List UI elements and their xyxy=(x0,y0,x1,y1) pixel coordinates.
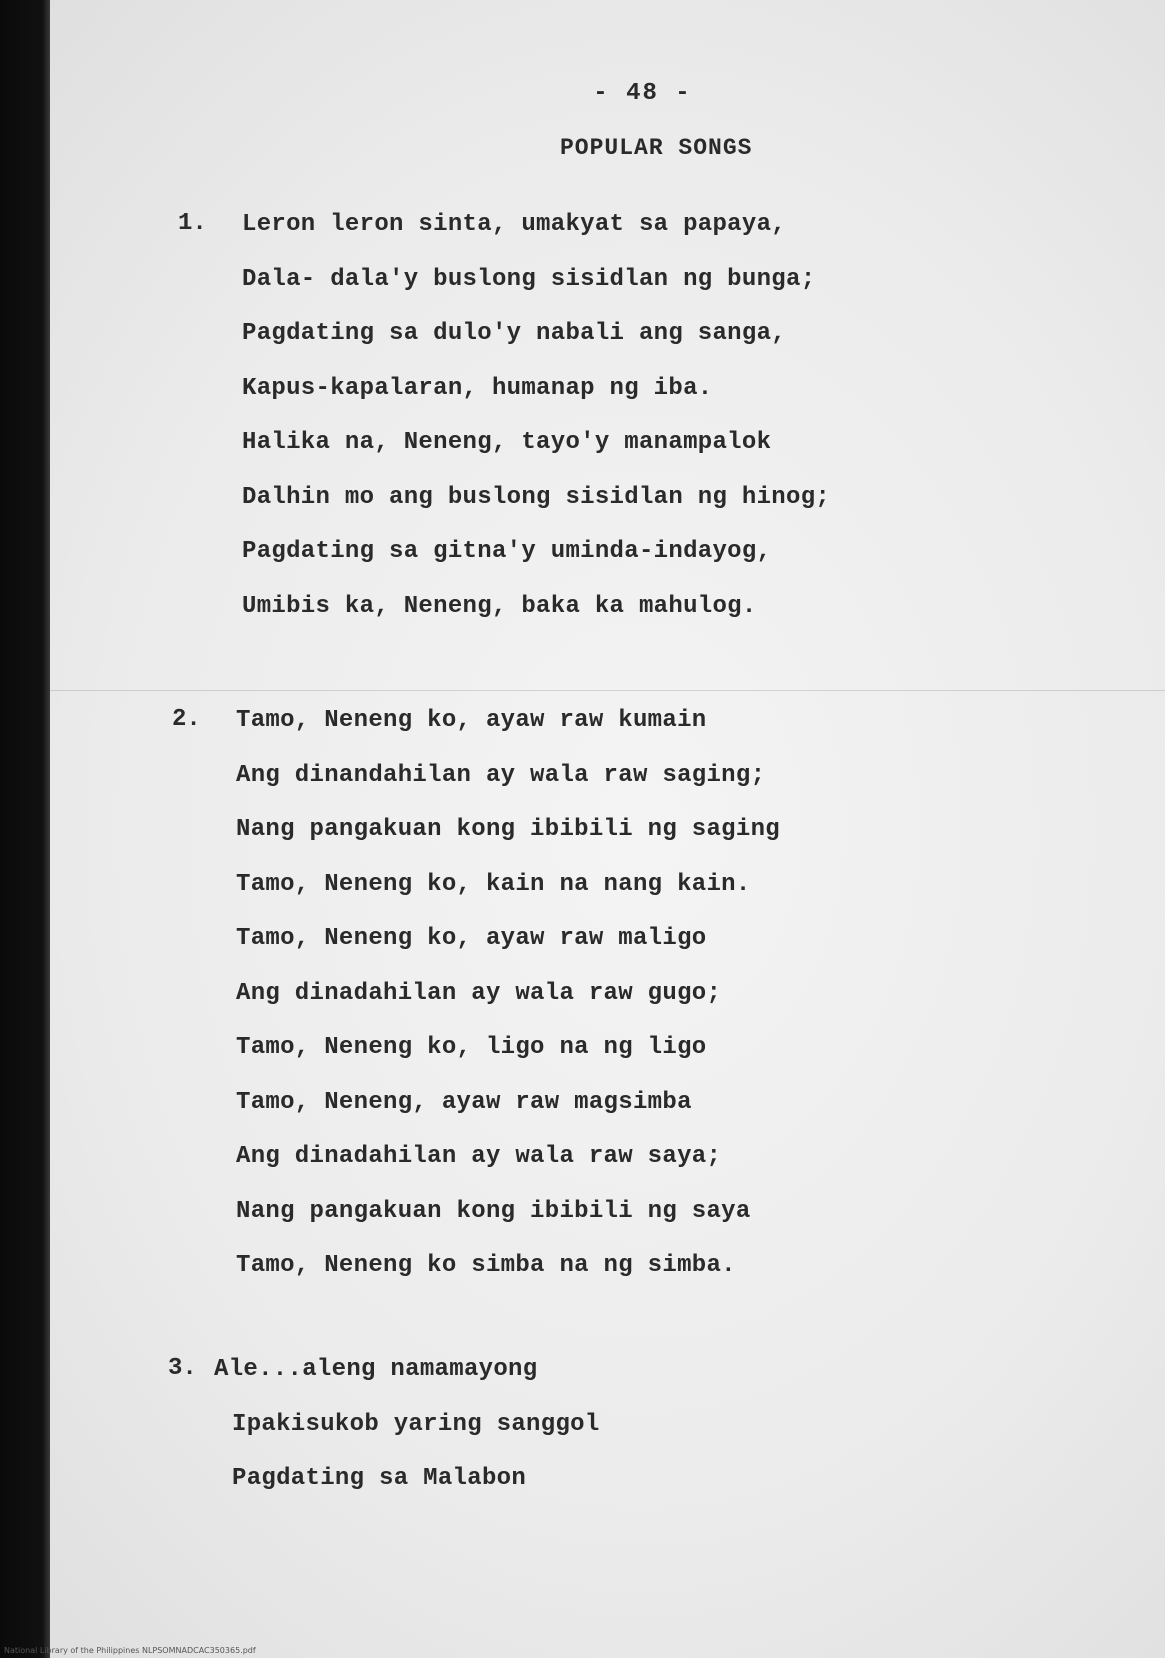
song-line: Pagdating sa dulo'y nabali ang sanga, xyxy=(242,320,786,347)
song-line: Tamo, Neneng ko, ayaw raw kumain xyxy=(236,707,707,734)
song-line: Tamo, Neneng ko, ayaw raw maligo xyxy=(236,925,707,952)
song-line: Leron leron sinta, umakyat sa papaya, xyxy=(242,211,786,238)
song-line: Umibis ka, Neneng, baka ka mahulog. xyxy=(242,592,757,620)
scan-footer-caption: National Library of the Philippines NLPSOMNADCAC350365.pdf xyxy=(4,1646,256,1655)
song-line: Tamo, Neneng, ayaw raw magsimba xyxy=(236,1088,692,1116)
page-title: POPULAR SONGS xyxy=(560,135,753,161)
scan-dark-edge xyxy=(0,0,50,1658)
song-line: Nang pangakuan kong ibibili ng saging xyxy=(236,816,780,843)
song-line: Halika na, Neneng, tayo'y manampalok xyxy=(242,429,772,456)
song-line: Kapus-kapalaran, humanap ng iba. xyxy=(242,374,713,402)
song-number: 1. xyxy=(178,210,207,237)
song-line: Dalhin mo ang buslong sisidlan ng hinog; xyxy=(242,483,831,511)
song-line: Ang dinandahilan ay wala raw saging; xyxy=(236,761,766,789)
song-line: Ang dinadahilan ay wala raw gugo; xyxy=(236,979,722,1007)
song-line: Nang pangakuan kong ibibili ng saya xyxy=(236,1197,751,1225)
song-line: Tamo, Neneng ko simba na ng simba. xyxy=(236,1252,736,1279)
song-line: Ipakisukob yaring sanggol xyxy=(232,1410,600,1438)
page-fold-line xyxy=(50,690,1165,691)
song-line: Pagdating sa gitna'y uminda-indayog, xyxy=(242,538,772,565)
song-lines xyxy=(214,1355,600,1519)
song-number: 3. xyxy=(168,1355,197,1382)
song-line: Tamo, Neneng ko, kain na nang kain. xyxy=(236,870,751,898)
song-lines xyxy=(242,210,830,646)
song-line: Dala- dala'y buslong sisidlan ng bunga; xyxy=(242,265,816,293)
song-number: 2. xyxy=(172,706,201,733)
page-number: - 48 - xyxy=(593,80,692,107)
song-line: Tamo, Neneng ko, ligo na ng ligo xyxy=(236,1034,707,1061)
song-line: Ang dinadahilan ay wala raw saya; xyxy=(236,1143,722,1170)
song-line: Ale...aleng namamayong xyxy=(214,1356,538,1383)
song-lines xyxy=(236,706,780,1306)
song-line: Pagdating sa Malabon xyxy=(232,1465,527,1492)
